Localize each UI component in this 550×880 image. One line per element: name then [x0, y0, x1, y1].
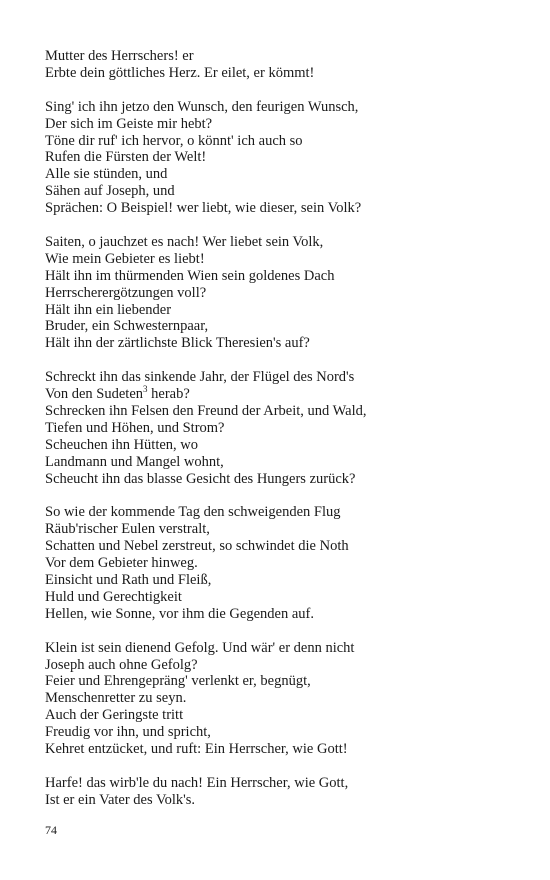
- verse-line: Schrecken ihn Felsen den Freund der Arbeit, und Wald,: [45, 402, 367, 419]
- stanza-2: [45, 99, 515, 217]
- verse-text: Von den Sudeten: [45, 386, 144, 403]
- verse-line: Der sich im Geiste mir hebt?: [45, 115, 213, 132]
- verse-line: Schreckt ihn das sinkende Jahr, der Flügel des Nord's: [45, 369, 355, 386]
- verse-line: Mutter des Herrschers! er: [45, 48, 194, 64]
- verse-line-with-footnote: [45, 386, 515, 403]
- verse-line: Menschenretter zu seyn.: [45, 690, 187, 707]
- verse-line: Tiefen und Höhen, und Strom?: [45, 419, 225, 436]
- verse-line: Hält ihn im thürmenden Wien sein goldenes Dach: [45, 267, 335, 284]
- verse-line: Joseph auch ohne Gefolg?: [45, 656, 198, 673]
- verse-line: Töne dir ruf' ich hervor, o könnt' ich auch so: [45, 132, 303, 149]
- verse-line: Räub'rischer Eulen verstralt,: [45, 521, 210, 538]
- verse-line: Landmann und Mangel wohnt,: [45, 453, 224, 470]
- stanza-6: [45, 640, 515, 758]
- verse-line: Vor dem Gebieter hinweg.: [45, 555, 198, 572]
- verse-text: herab?: [147, 386, 190, 403]
- verse-line: Saiten, o jauchzet es nach! Wer liebet sein Volk,: [45, 233, 324, 250]
- page-number: 74: [45, 823, 57, 837]
- verse-line: Kehret entzücket, und ruft: Ein Herrscher, wie Gott!: [45, 741, 348, 758]
- verse-line: Freudig vor ihn, und spricht,: [45, 724, 211, 741]
- verse-line: Bruder, ein Schwesternpaar,: [45, 318, 209, 335]
- verse-line: Hält ihn ein liebender: [45, 301, 172, 318]
- verse-line: Sähen auf Joseph, und: [45, 183, 175, 200]
- verse-line: Herrscherergötzungen voll?: [45, 284, 207, 301]
- stanza-1: [45, 48, 515, 82]
- verse-line: Erbte dein göttliches Herz. Er eilet, er kömmt!: [45, 64, 315, 81]
- verse-line: Feier und Ehrengepräng' verlenkt er, begnügt,: [45, 673, 311, 690]
- footnote-marker[interactable]: 3: [143, 384, 148, 395]
- verse-line: Einsicht und Rath und Fleiß,: [45, 572, 212, 589]
- verse-line: Wie mein Gebieter es liebt!: [45, 250, 205, 267]
- stanza-5: [45, 504, 515, 622]
- verse-line: Harfe! das wirb'le du nach! Ein Herrscher, wie Gott,: [45, 774, 349, 791]
- verse-line: Schatten und Nebel zerstreut, so schwindet die Noth: [45, 538, 349, 555]
- poem-page: [45, 48, 515, 826]
- verse-line: Rufen die Fürsten der Welt!: [45, 149, 207, 166]
- verse-line: Ist er ein Vater des Volk's.: [45, 791, 196, 808]
- verse-line: Sprächen: O Beispiel! wer liebt, wie dieser, sein Volk?: [45, 200, 362, 217]
- stanza-3: [45, 234, 515, 352]
- stanza-4: [45, 369, 515, 487]
- verse-line: Hält ihn der zärtlichste Blick Theresien's auf?: [45, 335, 310, 352]
- verse-line: Klein ist sein dienend Gefolg. Und wär' er denn nicht: [45, 639, 355, 656]
- stanza-7: [45, 775, 515, 809]
- verse-line: Huld und Gerechtigkeit: [45, 588, 182, 605]
- verse-line: So wie der kommende Tag den schweigenden Flug: [45, 504, 341, 521]
- verse-line: Scheuchen ihn Hütten, wo: [45, 436, 199, 453]
- verse-line: Alle sie stünden, und: [45, 166, 168, 183]
- verse-line: Hellen, wie Sonne, vor ihm die Gegenden auf.: [45, 605, 314, 622]
- verse-line: Scheucht ihn das blasse Gesicht des Hungers zurück?: [45, 470, 356, 487]
- verse-line: Sing' ich ihn jetzo den Wunsch, den feurigen Wunsch,: [45, 98, 359, 115]
- verse-line: Auch der Geringste tritt: [45, 707, 184, 724]
